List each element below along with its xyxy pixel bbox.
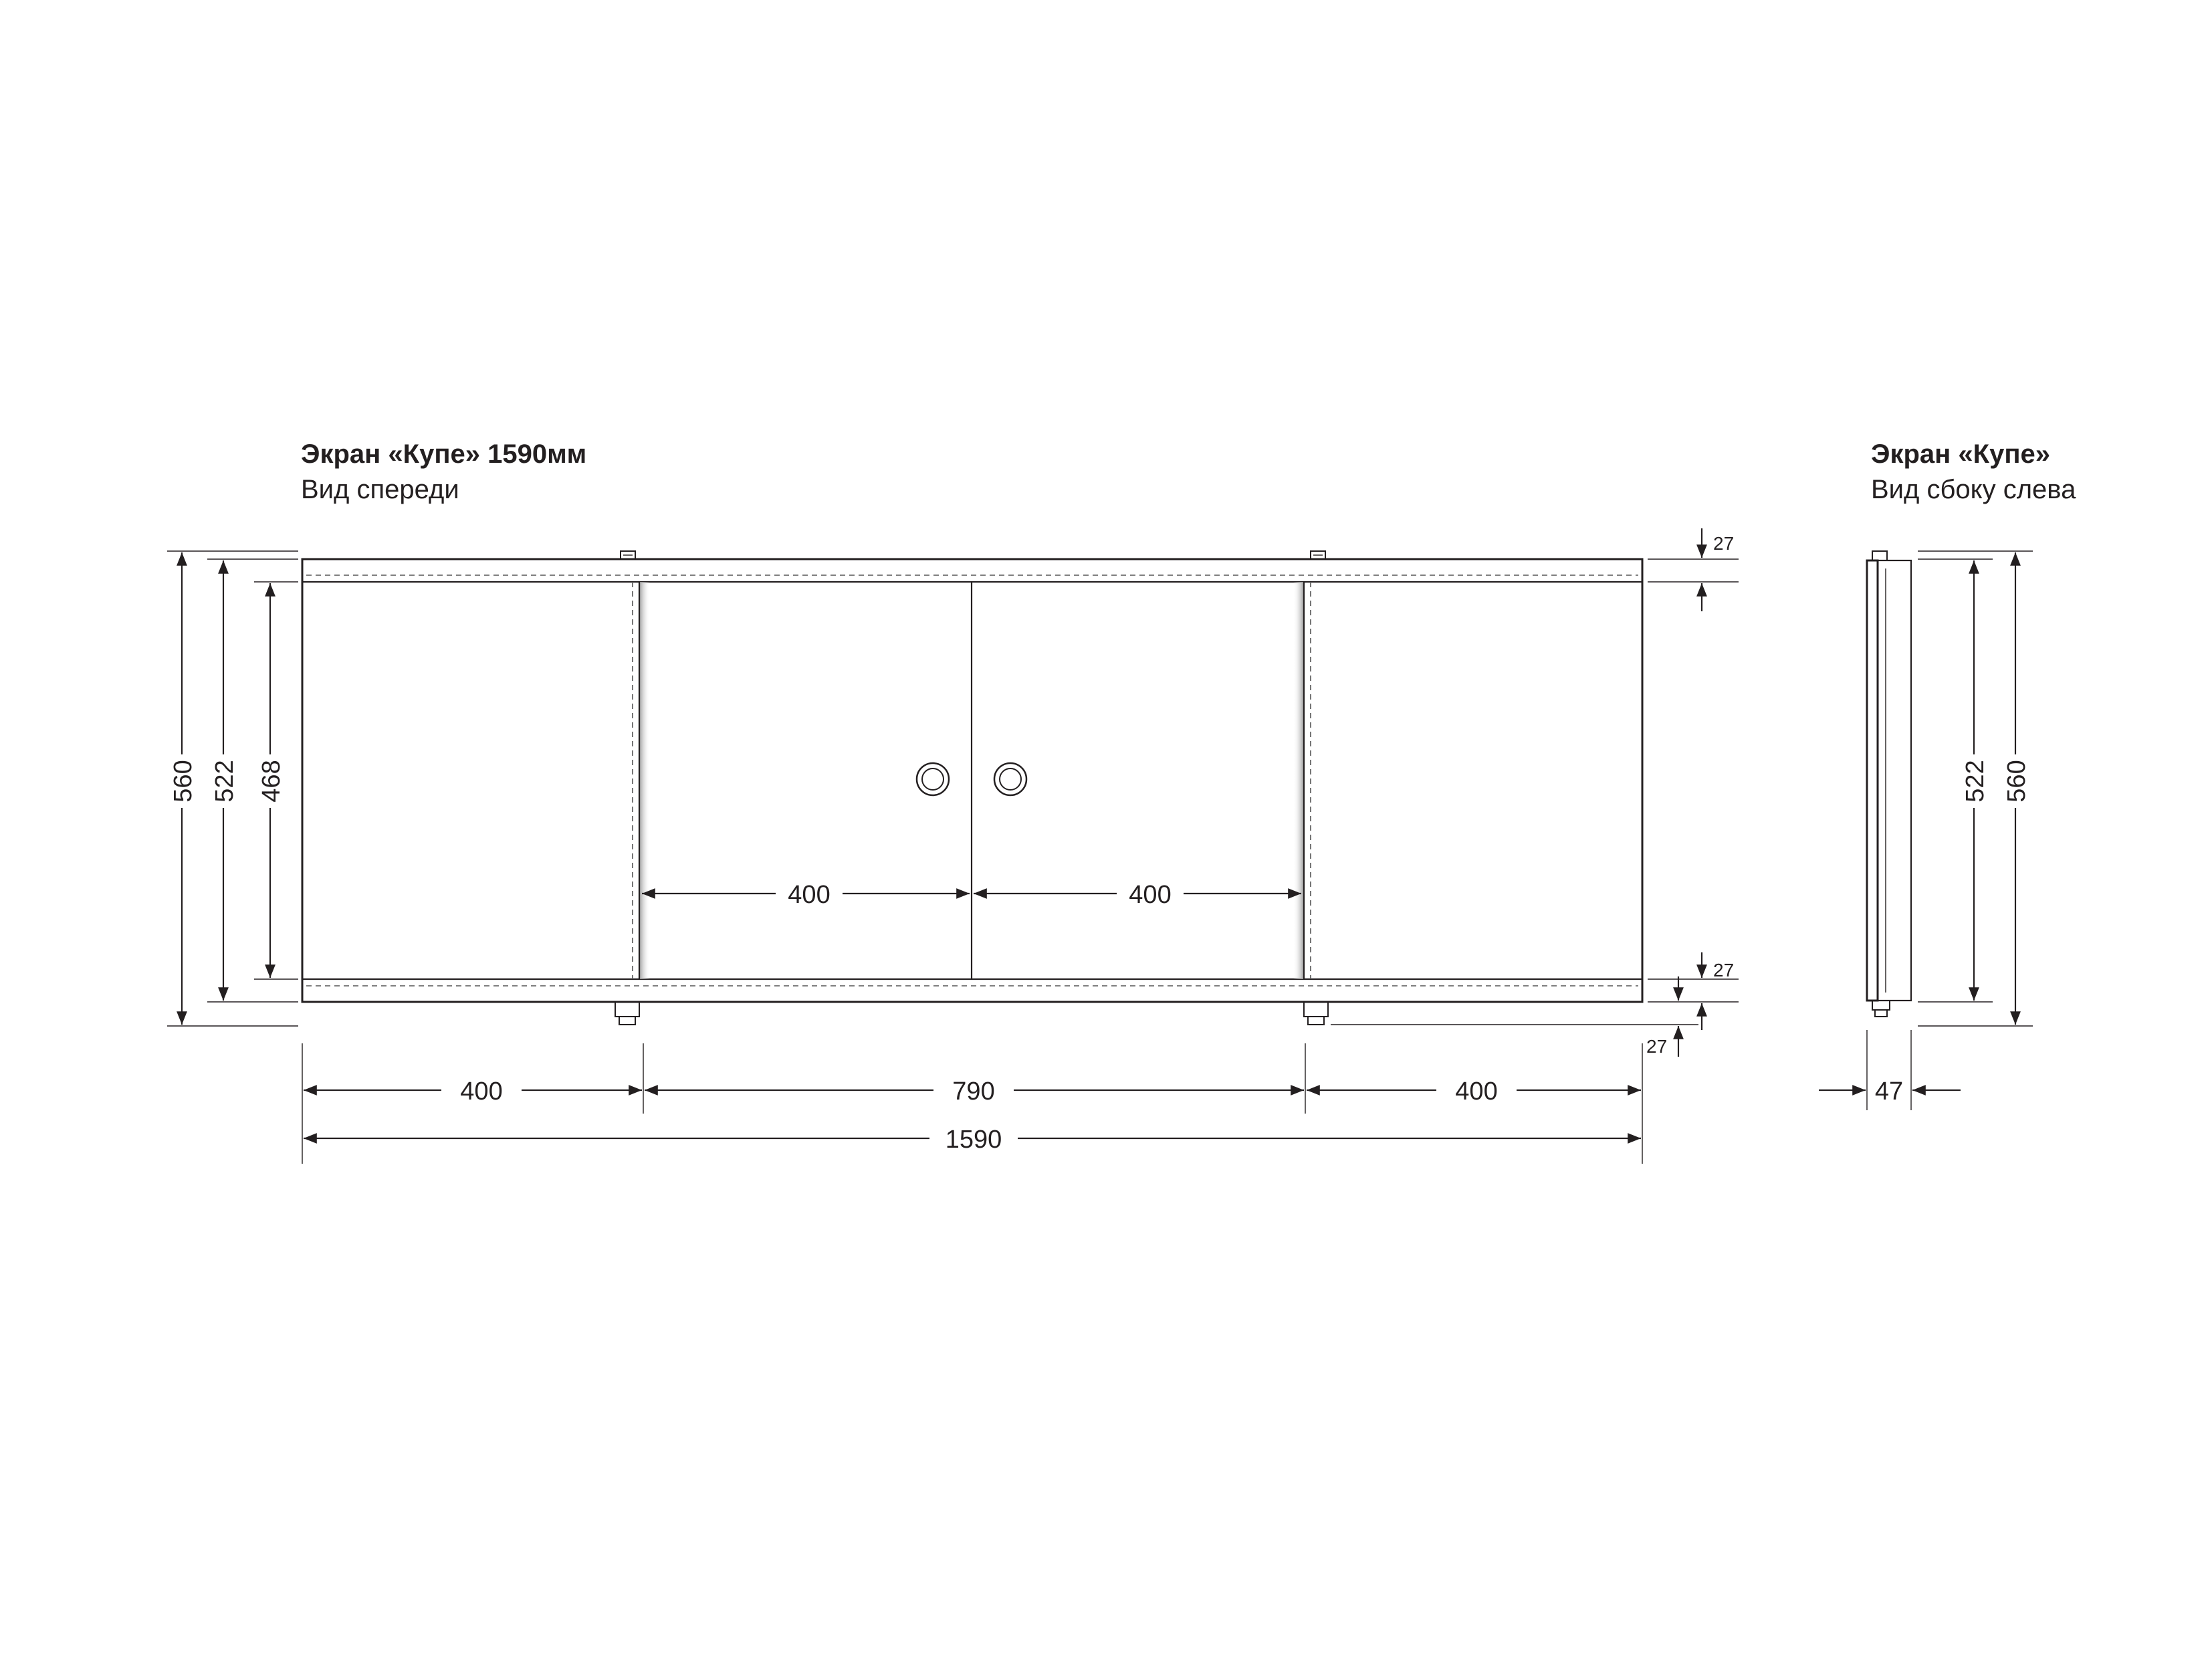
top-clip-right: [1311, 551, 1325, 559]
side-dim-inner-height: 522: [1961, 760, 1989, 803]
side-view-dims: [1819, 551, 2033, 1110]
dim-center-panel: 790: [952, 1077, 995, 1106]
side-dim-overall-height: 560: [2003, 760, 2031, 803]
bottom-foot-left: [615, 1002, 639, 1025]
dim-inner-height: 522: [211, 760, 239, 803]
front-rail-dims: [1331, 528, 1739, 1057]
dim-overall-height: 560: [169, 760, 197, 803]
side-profile-outer: [1867, 560, 1878, 1001]
front-horizontal-dims: [302, 1043, 1642, 1164]
side-dim-depth: 47: [1874, 1077, 1904, 1106]
left-door-handle: [917, 763, 949, 795]
right-door-handle: [994, 763, 1026, 795]
dim-left-panel: 400: [460, 1077, 503, 1106]
side-view-title: Экран «Купе»: [1871, 439, 2050, 469]
dim-bottom-rail: 27: [1713, 960, 1735, 980]
side-profile-body: [1878, 560, 1911, 1001]
side-top-clip: [1872, 551, 1887, 560]
dim-top-rail: 27: [1713, 533, 1735, 554]
dim-overall-width: 1590: [945, 1126, 1002, 1154]
side-view-subtitle: Вид сбоку слева: [1871, 475, 2076, 504]
top-clip-left: [621, 551, 635, 559]
dim-door-right: 400: [1129, 881, 1172, 909]
front-view: [302, 551, 1642, 1025]
dim-door-height: 468: [257, 760, 286, 803]
dim-right-panel: 400: [1455, 1077, 1498, 1106]
side-bottom-foot: [1872, 1001, 1890, 1010]
dim-door-left: 400: [788, 881, 831, 909]
side-view: [1867, 551, 1911, 1017]
front-view-title: Экран «Купе» 1590мм: [301, 439, 587, 469]
front-view-subtitle: Вид спереди: [301, 475, 459, 504]
dim-bottom-foot: 27: [1646, 1036, 1668, 1057]
bottom-foot-right: [1304, 1002, 1328, 1025]
front-vertical-dims: [167, 551, 298, 1026]
